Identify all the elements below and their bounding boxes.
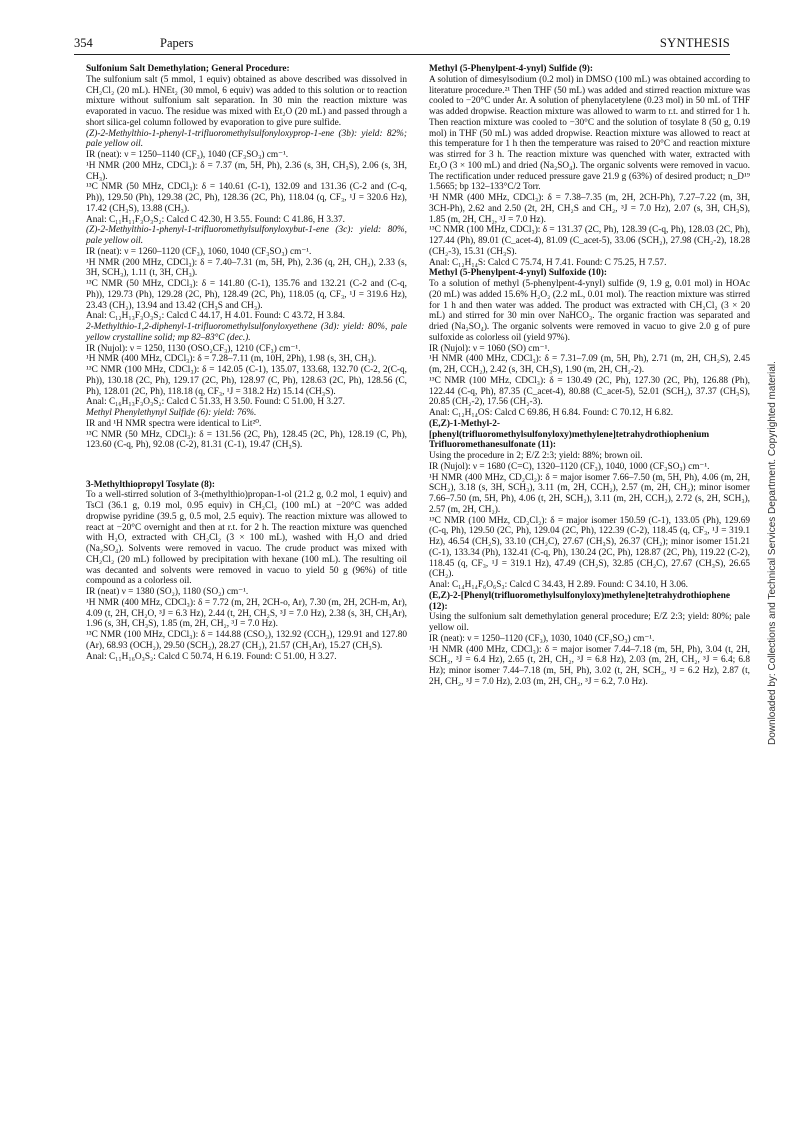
body-paragraph: The sulfonium salt (5 mmol, 1 equiv) obtained as above described was dissolved in CH₂Cl₂ (20 mL). HNEt₂ (30 mmol, 6 equiv) was added to this solution or to reaction mixture without sulfonium salt separation. In 30 min the reaction mixture was evaporated in vacuo. The residue was mixed with Et₂O (20 mL) and passed through a short silica-gel column followed by evaporation to give pure sulfide.: [86, 74, 407, 128]
page-number: 354: [74, 36, 93, 50]
procedure-heading: (E,Z)-1-Methyl-2-[phenyl(trifluoromethylsulfonyloxy)methylene]tetrahydrothiophenium Trifluoromethanesulfonate (11):: [429, 418, 710, 451]
body-paragraph: ¹³C NMR (100 MHz, CD₂Cl₂): δ = major isomer 150.59 (C-1), 133.05 (Ph), 129.69 (C-q, Ph), 129.50 (2C, Ph), 129.04 (2C, Ph), 122.39 (C-2), 118.45 (q, CF₃, ¹J = 319.1 Hz), 46.54 (CH₂S), 33.10 (CH₂C), 27.67 (CH₃S), 26.37 (CH₂); minor isomer 151.21 (C-1), 133.34 (Ph), 132.41 (C-q, Ph), 130.24 (2C, Ph), 128.87 (2C, Ph), 119.22 (C-2), 118.45 (q, CF₃, ¹J = 319.1 Hz), 47.49 (CH₂S), 32.85 (CH₂C), 27.67 (CH₃S), 26.65 (CH₂).: [429, 515, 750, 580]
body-paragraph: Using the sulfonium salt demethylation general procedure; E/Z 2:3; yield: 80%; pale yellow oil.: [429, 612, 750, 633]
body-paragraph: Anal: C₁₄H₁₄F₆O₆S₃: Calcd C 34.43, H 2.89. Found: C 34.10, H 3.06.: [429, 580, 688, 590]
body-paragraph: IR and ¹H NMR spectra were identical to Lit²⁰.: [86, 418, 262, 429]
body-paragraph: To a well-stirred solution of 3-(methylthio)propan-1-ol (21.2 g, 0.2 mol, 1 equiv) and TsCl (36.1 g, 0.19 mol, 0.95 equiv) in CH₂Cl₂ (100 mL) at −20°C was added dropwise pyridine (39.5 g, 0.5 mol, 2.5 equiv). The reaction mixture was allowed to react at −20°C overnight and then at r.t. for 2 h. The reaction mixture was quenched with H₂O, extracted with CH₂Cl₂ (3 × 100 mL), washed with H₂O and dried (Na₂SO₄). Solvents were removed in vacuo. The crude product was mixed with CH₂Cl₂ (20 mL) followed by precipitation with hexane (100 mL). The resulting oil was decanted and solvents were removed in vacuo to yield 50 g (96%) of title compound as a colorless oil.: [86, 490, 407, 587]
body-paragraph: ¹³C NMR (100 MHz, CDCl₃): δ = 144.88 (CSO₂), 132.92 (CCH₃), 129.91 and 127.80 (Ar), 68.93 (OCH₂), 29.50 (SCH₂), 28.27 (CH₂), 21.57 (CH₃Ar), 15.27 (CH₃S).: [86, 630, 407, 651]
body-paragraph: ¹H NMR (400 MHz, CDCl₃): δ = 7.31–7.09 (m, 5H, Ph), 2.71 (m, 2H, CH₂S), 2.45 (m, 2H, CCH₂), 2.42 (s, 3H, CH₃S), 1.90 (m, 2H, CH₂-2).: [429, 354, 750, 375]
body-paragraph: Using the procedure in 2; E/Z 2:3; yield: 88%; brown oil.: [429, 451, 643, 461]
body-paragraph: Anal: C₁₂H₁₄OS: Calcd C 69.86, H 6.84. Found: C 70.12, H 6.82.: [429, 408, 674, 418]
body-paragraph: ¹³C NMR (50 MHz, CDCl₃): δ = 131.56 (2C, Ph), 128.45 (2C, Ph), 128.19 (C, Ph), 123.60 (C-q, Ph), 92.08 (C-2), 81.31 (C-1), 19.47 (CH₃S).: [86, 429, 407, 451]
body-paragraph: ¹H NMR (400 MHz, CDCl₃): δ = 7.38–7.35 (m, 2H, 2CH-Ph), 7.27–7.22 (m, 3H, 3CH-Ph), 2.62 and 2.50 (2t, 2H, CH₂S and CH₂, ³J = 7.0 Hz), 2.07 (s, 3H, CH₃S), 1.85 (m, 2H, CH₂, ³J = 7.0 Hz).: [429, 193, 750, 225]
procedure-heading: 3-Methylthiopropyl Tosylate (8):: [86, 479, 215, 490]
body-paragraph: IR (Nujol): ν = 1680 (C=C), 1320–1120 (CF₃), 1040, 1000 (CF₃SO₃) cm⁻¹.: [429, 461, 710, 472]
right-column: [429, 64, 750, 688]
body-paragraph: ¹H NMR (400 MHz, CDCl₃): δ = 7.28–7.11 (m, 10H, 2Ph), 1.98 (s, 3H, CH₃).: [86, 354, 377, 365]
body-paragraph: Anal: C₁₂H₁₄S: Calcd C 75.74, H 7.41. Found: C 75.25, H 7.57.: [429, 257, 667, 268]
body-paragraph: ¹H NMR (400 MHz, CD₂Cl₂): δ = major isomer 7.66–7.50 (m, 5H, Ph), 4.06 (m, 2H, SCH₂), 3.18 (s, 3H, SCH₃), 3.11 (m, 2H, CCH₂), 2.57 (m, 2H, CH₂); minor isomer 7.66–7.50 (m, 5H, Ph), 4.06 (t, 2H, SCH₂), 3.11 (m, 2H, CCH₂), 2.72 (s, 2H, SCH₃), 2.57 (m, 2H, CH₂).: [429, 472, 750, 515]
body-paragraph: IR (Nujol): ν = 1060 (SO) cm⁻¹.: [429, 343, 550, 354]
body-paragraph: ¹³C NMR (50 MHz, CDCl₃): δ = 141.80 (C-1), 135.76 and 132.21 (C-2 and (C-q, Ph)), 129.73 (Ph), 129.28 (2C, Ph), 128.49 (2C, Ph), 118.05 (q, CF₃, ¹J = 319.6 Hz), 23.43 (CH₂), 13.94 and 13.42 (CH₃S and CH₃).: [86, 279, 407, 311]
procedure-heading: Sulfonium Salt Demethylation; General Procedure:: [86, 64, 290, 74]
header-rule: [74, 54, 730, 55]
body-paragraph: Anal: C₁₂H₁₃F₃O₃S₂: Calcd C 44.17, H 4.01. Found: C 43.72, H 3.84.: [86, 311, 345, 322]
body-paragraph: IR (Nujol): ν = 1250, 1130 (OSO₂CF₃), 1210 (CF₃) cm⁻¹.: [86, 343, 301, 354]
body-paragraph: ¹³C NMR (50 MHz, CDCl₃): δ = 140.61 (C-1), 132.09 and 131.36 (C-2 and (C-q, Ph)), 129.50 (Ph), 129.38 (2C, Ph), 128.36 (2C, Ph), 118.04 (q, CF₃, ¹J = 320.6 Hz), 17.42 (CH₃S), 13.88 (CH₃).: [86, 182, 407, 214]
compound-name: Methyl Phenylethynyl Sulfide (6): yield: 76%.: [86, 408, 257, 418]
compound-name: (Z)-2-Methylthio-1-phenyl-1-trifluoromethylsulfonyloxybut-1-ene (3c): yield: 80%, pale yellow oil.: [86, 225, 407, 246]
body-paragraph: IR (neat): ν = 1250–1140 (CF₃), 1040 (CF₃SO₃) cm⁻¹.: [86, 150, 289, 160]
body-paragraph: ¹³C NMR (100 MHz, CDCl₃): δ = 142.05 (C-1), 135.07, 133.68, 132.70 (C-2, 2(C-q, Ph)), 130.18 (2C, Ph), 129.17 (2C, Ph), 128.97 (C, Ph), 128.63 (2C, Ph), 128.56 (C, Ph), 128.01 (2C, Ph), 118.18 (q, CF₃, ¹J = 318.2 Hz) 15.14 (CH₃S).: [86, 365, 407, 397]
body-paragraph: ¹H NMR (400 MHz, CDCl₃): δ = major isomer 7.44–7.18 (m, 5H, Ph), 3.04 (t, 2H, SCH₂, ³J = 6.4 Hz), 2.65 (t, 2H, CH₂, ³J = 6.8 Hz), 2.03 (m, 2H, CH₂, ³J = 6.4; 6.8 Hz); minor isomer 7.44–7.18 (m, 5H, Ph), 3.02 (t, 2H, SCH₂, ³J = 6.2 Hz), 2.87 (t, 2H, CH₂, ³J = 7.0 Hz), 2.03 (m, 2H, CH₂, ³J = 6.2, 7.0 Hz).: [429, 644, 750, 687]
body-paragraph: IR (neat): ν = 1260–1120 (CF₃), 1060, 1040 (CF₃SO₃) cm⁻¹.: [86, 246, 312, 257]
body-paragraph: Anal: C₁₁H₁₁F₃O₃S₂: Calcd C 42.30, H 3.55. Found: C 41.86, H 3.37.: [86, 214, 345, 225]
body-paragraph: ¹³C NMR (100 MHz, CDCl₃): δ = 131.37 (2C, Ph), 128.39 (C-q, Ph), 128.03 (2C, Ph), 127.44 (Ph), 89.01 (C_acet-4), 81.09 (C_acet-5), 33.06 (SCH₂), 27.98 (CH₂-2), 18.28 (CH₂-3), 15.31 (CH₃S).: [429, 225, 750, 257]
body-paragraph: To a solution of methyl (5-phenylpent-4-ynyl) sulfide (9, 1.9 g, 0.01 mol) in HOAc (20 mL) was added 15.6% H₂O₂ (2.2 mL, 0.01 mol). The reaction mixture was stirred for 1 h and then water was added. The product was extracted with CH₂Cl₂ (3 × 20 mL) and stirred for 30 min over NaHCO₃. The organic fraction was separated and dried (Na₂SO₄). The organic solvents were removed in vacuo to give 2.0 g of pure sulfoxide as colorless oil (yield 97%).: [429, 279, 750, 343]
procedure-heading: Methyl (5-Phenylpent-4-ynyl) Sulfide (9):: [429, 64, 593, 74]
body-paragraph: ¹H NMR (400 MHz, CDCl₃): δ = 7.72 (m, 2H, 2CH-o, Ar), 7.30 (m, 2H, 2CH-m, Ar), 4.09 (t, 2H, CH₂O, ³J = 6.3 Hz), 2.44 (t, 2H, CH₂S, ³J = 7.0 Hz), 2.38 (s, 3H, CH₃Ar), 1.96 (s, 3H, CH₃S), 1.85 (m, 2H, CH₂, ³J = 7.0 Hz).: [86, 597, 407, 630]
compound-name: 2-Methylthio-1,2-diphenyl-1-trifluoromethylsulfonyloxyethene (3d): yield: 80%, pale yellow crystalline solid; mp 82–83°C (dec.).: [86, 322, 407, 343]
download-watermark: Downloaded by: Collections and Technical Services Department. Copyrighted material.: [767, 361, 778, 745]
body-paragraph: IR (neat): ν = 1250–1120 (CF₃), 1030, 1040 (CF₃SO₃) cm⁻¹.: [429, 633, 655, 644]
section-gap: [86, 460, 407, 470]
journal-name: SYNTHESIS: [659, 36, 730, 50]
procedure-heading: (E,Z)-2-[Phenyl(trifluoromethylsulfonyloxy)methylene]tetrahydrothiophene (12):: [429, 590, 731, 612]
body-paragraph: ¹H NMR (200 MHz, CDCl₃): δ = 7.40–7.31 (m, 5H, Ph), 2.36 (q, 2H, CH₂), 2.33 (s, 3H, SCH₃), 1.11 (t, 3H, CH₃).: [86, 257, 407, 279]
body-paragraph: IR (neat) ν = 1380 (SO₂), 1180 (SO₂) cm⁻¹.: [86, 587, 249, 598]
body-paragraph: ¹H NMR (200 MHz, CDCl₃): δ = 7.37 (m, 5H, Ph), 2.36 (s, 3H, CH₃S), 2.06 (s, 3H, CH₃).: [86, 160, 407, 182]
body-paragraph: Anal: C₁₁H₁₆O₃S₂: Calcd C 50.74, H 6.19. Found: C 51.00, H 3.27.: [86, 651, 337, 662]
body-paragraph: A solution of dimesylsodium (0.2 mol) in DMSO (100 mL) was obtained according to literature procedure.²¹ Then THF (50 mL) was added and stirred reaction mixture was cooled to −20°C under Ar. A solution of phenylacetylene (0.23 mol) in 50 mL of THF was added dropwise. Reaction mixture was allowed to warm to r.t. and stirred for 1 h. Then reaction mixture was cooled to −30°C and the solution of tosylate 8 (50 g, 0.19 mol) in THF (50 mL) was added dropwise. Reaction mixture was allowed to react at this temperature for 1 h then the temperature was raised to 20°C and reaction mixture was stirred for 3 h. The reaction mixture was quenched with water, extracted with Et₂O (3 × 100 mL) and dried (Na₂SO₄). The organic solvents were removed in vacuo. The rectification under reduced pressure gave 21.9 g (63%) of desired product; n_D¹⁹ 1.5665; bp 132–133°C/2 Torr.: [429, 74, 750, 193]
body-paragraph: ¹³C NMR (100 MHz, CDCl₃): δ = 130.49 (2C, Ph), 127.30 (2C, Ph), 126.88 (Ph), 122.44 (C-q, Ph), 87.35 (C_acet-4), 80.88 (C_acet-5), 52.01 (SCH₂), 37.37 (CH₃S), 20.85 (CH₂-2), 17.56 (CH₂-3).: [429, 375, 750, 408]
left-column: [86, 64, 407, 662]
body-paragraph: Anal: C₁₆H₁₃F₃O₃S₂: Calcd C 51.33, H 3.50. Found: C 51.00, H 3.27.: [86, 397, 345, 408]
section-name: Papers: [160, 36, 194, 50]
procedure-heading: Methyl (5-Phenylpent-4-ynyl) Sulfoxide (10):: [429, 268, 607, 279]
compound-name: (Z)-2-Methylthio-1-phenyl-1-trifluoromethylsulfonyloxyprop-1-ene (3b): yield: 82%; pale yellow oil.: [86, 128, 407, 150]
